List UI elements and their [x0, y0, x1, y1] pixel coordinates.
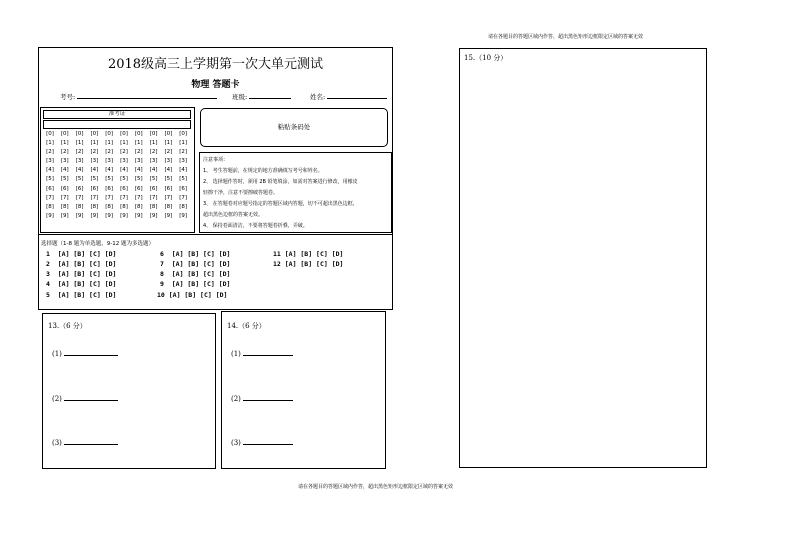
q14-part-3 — [231, 439, 293, 447]
id-grid-bubble[interactable]: [4] — [105, 167, 114, 174]
id-grid-bubble[interactable]: [1] — [164, 140, 173, 147]
id-grid-bubble[interactable]: [7] — [75, 194, 84, 201]
id-grid-bubble[interactable]: [1] — [149, 140, 158, 147]
mc-row-6[interactable]: 6 [A] [B] [C] [D] — [160, 250, 231, 258]
q13-answer-3[interactable] — [64, 444, 118, 445]
id-grid-bubble[interactable]: [5] — [149, 176, 158, 183]
id-grid-column — [73, 130, 87, 221]
id-grid-bubble[interactable]: [6] — [46, 185, 54, 192]
mc-row-3[interactable]: 3 [A] [B] [C] [D] — [46, 270, 117, 278]
id-grid-bubble[interactable]: [3] — [75, 158, 84, 165]
exam-no-label: 考号: — [60, 93, 76, 101]
notes — [203, 155, 391, 232]
id-grid-bubble[interactable]: [1] — [46, 140, 54, 147]
q13-part-1 — [52, 350, 118, 358]
name-field[interactable] — [327, 98, 387, 99]
q14-part-1 — [231, 350, 293, 358]
id-grid-bubble[interactable]: [8] — [46, 203, 54, 210]
bottom-notice: 请在各题目的答题区域内作答，超出黑色矩形边框限定区域的答案无效 — [298, 484, 454, 490]
id-grid-bubble[interactable]: [2] — [134, 149, 143, 156]
id-grid-column — [117, 130, 131, 221]
id-grid-bubble[interactable]: [9] — [164, 212, 173, 219]
q15-title: 15.（10 分） — [464, 54, 508, 62]
id-grid-bubble[interactable]: [2] — [105, 149, 114, 156]
q13-answer-2[interactable] — [64, 400, 118, 401]
top-notice: 请在各题目的答题区域内作答，超出黑色矩形边框限定区域的答案无效 — [488, 34, 644, 40]
q14-answer-2[interactable] — [243, 400, 293, 401]
mc-row-4[interactable]: 4 [A] [B] [C] [D] — [46, 280, 117, 288]
id-grid-bubble[interactable]: [0] — [90, 131, 99, 137]
id-grid-bubble[interactable]: [8] — [134, 203, 143, 210]
id-grid-bubble[interactable]: [7] — [120, 194, 128, 201]
id-grid-bubble[interactable]: [3] — [90, 158, 99, 165]
id-grid-bubble[interactable]: [8] — [105, 203, 114, 210]
id-grid-bubble[interactable]: [2] — [46, 149, 54, 156]
id-grid-bubble[interactable]: [9] — [60, 212, 69, 219]
id-grid-bubble[interactable]: [6] — [120, 185, 128, 192]
id-grid-bubble[interactable]: [2] — [75, 149, 84, 156]
id-grid-bubble[interactable]: [2] — [60, 149, 69, 156]
class-row — [232, 92, 291, 101]
q14-part-label: (1) — [231, 350, 241, 358]
q13-part-3 — [52, 439, 118, 447]
id-grid-bubble[interactable]: [1] — [179, 140, 188, 147]
barcode-label: 粘贴条码处 — [277, 123, 311, 131]
id-grid-bubble[interactable]: [2] — [179, 149, 188, 156]
id-grid-bubble[interactable]: [0] — [134, 131, 143, 137]
id-grid-bubble[interactable]: [7] — [179, 194, 188, 201]
id-grid-bubble[interactable]: [6] — [60, 185, 69, 192]
id-grid-bubble[interactable]: [7] — [90, 194, 99, 201]
id-grid-bubble[interactable]: [3] — [164, 158, 173, 165]
id-grid-bubble[interactable]: [9] — [75, 212, 84, 219]
id-grid-bubble[interactable]: [1] — [60, 140, 69, 147]
id-grid-entry-row[interactable] — [43, 120, 191, 129]
id-grid-bubble[interactable]: [9] — [120, 212, 128, 219]
mc-title: 选择题（1-8 题为单选题，9-12 题为多选题） — [41, 241, 154, 247]
id-grid-bubble[interactable]: [0] — [164, 131, 173, 137]
id-grid-bubble[interactable]: [3] — [134, 158, 143, 165]
id-grid-bubble[interactable]: [0] — [179, 131, 188, 137]
id-grid-bubble[interactable]: [2] — [120, 149, 128, 156]
mc-row-9[interactable]: 9 [A] [B] [C] [D] — [160, 280, 231, 288]
name-row — [310, 92, 387, 101]
id-grid-bubble[interactable]: [5] — [120, 176, 128, 183]
mc-row-1[interactable]: 1 [A] [B] [C] [D] — [46, 250, 117, 258]
id-grid-bubble[interactable]: [8] — [75, 203, 84, 210]
id-grid-bubble[interactable]: [4] — [149, 167, 158, 174]
id-grid-bubble[interactable]: [0] — [46, 131, 54, 137]
id-grid-bubble[interactable]: [3] — [60, 158, 69, 165]
mc-row-7[interactable]: 7 [A] [B] [C] [D] — [160, 260, 231, 268]
id-grid-bubble[interactable]: [9] — [149, 212, 158, 219]
notes-title: 注意事项： — [203, 157, 229, 163]
mc-row-2[interactable]: 2 [A] [B] [C] [D] — [46, 260, 117, 268]
q13-answer-1[interactable] — [64, 355, 118, 356]
mc-row-5[interactable]: 5 [A] [B] [C] [D] — [46, 291, 117, 299]
id-grid-bubble[interactable]: [3] — [105, 158, 114, 165]
id-grid-bubble[interactable]: [1] — [105, 140, 114, 147]
exam-no-row — [60, 92, 217, 101]
id-grid-bubble[interactable]: [8] — [120, 203, 128, 210]
id-grid-column — [43, 130, 57, 221]
q13-title: 13.（6 分） — [48, 322, 87, 330]
id-grid-bubble[interactable]: [3] — [120, 158, 128, 165]
subtitle: 物理 答题卡 — [191, 80, 240, 90]
id-grid-bubble[interactable]: [4] — [179, 167, 188, 174]
mc-row-11[interactable]: 11 [A] [B] [C] [D] — [273, 250, 344, 258]
notes-item: 超出黑色边框的答案无效。 — [203, 212, 264, 218]
mc-row-12[interactable]: 12 [A] [B] [C] [D] — [273, 260, 344, 268]
id-grid-bubble[interactable]: [4] — [60, 167, 69, 174]
id-grid-bubble[interactable]: [1] — [134, 140, 143, 147]
id-grid-column — [132, 130, 146, 221]
id-grid-bubble[interactable]: [5] — [90, 176, 99, 183]
id-grid-bubble[interactable]: [0] — [120, 131, 128, 137]
id-grid-bubble[interactable]: [0] — [75, 131, 84, 137]
q13-part-label: (2) — [52, 395, 62, 403]
notes-item: 4、 保持卷面清洁，不要将答题卷折叠，弄破。 — [203, 223, 308, 229]
id-grid-bubble[interactable]: [9] — [179, 212, 188, 219]
id-grid-bubble[interactable]: [9] — [105, 212, 114, 219]
id-grid-column — [161, 130, 175, 221]
id-grid-bubble[interactable]: [8] — [179, 203, 188, 210]
id-grid-bubble[interactable]: [3] — [46, 158, 54, 165]
id-grid-bubble[interactable]: [1] — [90, 140, 99, 147]
notes-item: 轻擦干净，注意不要擦破答题卷。 — [203, 190, 279, 196]
id-grid-bubble[interactable]: [7] — [46, 194, 54, 201]
id-grid-bubble[interactable]: [9] — [134, 212, 143, 219]
id-grid-bubble[interactable]: [3] — [179, 158, 188, 165]
id-grid-bubble[interactable]: [4] — [46, 167, 54, 174]
notes-item: 2、 选择题作答时，须用 2B 铅笔填涂，如需对答案进行修改，用橡皮 — [203, 179, 358, 185]
id-grid-bubble[interactable]: [2] — [149, 149, 158, 156]
id-grid-bubble[interactable]: [6] — [105, 185, 114, 192]
id-grid-bubble[interactable]: [8] — [149, 203, 158, 210]
id-grid-bubble[interactable]: [7] — [105, 194, 114, 201]
q13-part-label: (3) — [52, 439, 62, 447]
id-grid-bubble[interactable]: [6] — [90, 185, 99, 192]
page-title: 2018级高三上学期第一次大单元测试 — [107, 57, 324, 72]
id-grid-bubble[interactable]: [7] — [164, 194, 173, 201]
id-grid-bubble[interactable]: [5] — [134, 176, 143, 183]
id-grid-bubble[interactable]: [0] — [60, 131, 69, 137]
id-grid-column — [102, 130, 116, 221]
id-grid-bubble[interactable]: [0] — [149, 131, 158, 137]
id-grid-column — [176, 130, 190, 221]
id-grid-bubble[interactable]: [5] — [164, 176, 173, 183]
id-grid-bubble[interactable]: [3] — [149, 158, 158, 165]
id-grid-bubble[interactable]: [4] — [75, 167, 84, 174]
q14-title: 14.（6 分） — [227, 322, 266, 330]
id-grid-bubble[interactable]: [5] — [105, 176, 114, 183]
id-grid-bubble[interactable]: [0] — [105, 131, 114, 137]
id-grid-bubble[interactable]: [5] — [75, 176, 84, 183]
id-grid-bubble[interactable]: [1] — [120, 140, 128, 147]
id-grid-column — [147, 130, 161, 221]
id-grid-bubble[interactable]: [8] — [164, 203, 173, 210]
id-grid-bubble[interactable]: [5] — [179, 176, 188, 183]
exam-no-field[interactable] — [77, 98, 217, 99]
class-field[interactable] — [249, 98, 291, 99]
q14-answer-1[interactable] — [243, 355, 293, 356]
id-grid-bubble[interactable]: [9] — [46, 212, 54, 219]
id-grid-bubble[interactable]: [4] — [90, 167, 99, 174]
id-grid-bubble[interactable]: [4] — [164, 167, 173, 174]
id-grid-bubble[interactable]: [6] — [75, 185, 84, 192]
id-grid-bubble[interactable]: [5] — [46, 176, 54, 183]
id-grid-bubble[interactable]: [7] — [149, 194, 158, 201]
id-grid-bubble[interactable]: [8] — [90, 203, 99, 210]
id-grid-bubble[interactable]: [5] — [60, 176, 69, 183]
notes-item: 1、 考生答题前，在规定的地方准确填写考号和姓名。 — [203, 168, 323, 174]
id-grid-column — [58, 130, 72, 221]
q14-part-2 — [231, 395, 293, 403]
class-label: 班级: — [232, 93, 248, 101]
id-grid-bubble[interactable]: [4] — [120, 167, 128, 174]
q13-part-label: (1) — [52, 350, 62, 358]
name-label: 姓名: — [310, 93, 326, 101]
q14-part-label: (3) — [231, 439, 241, 447]
id-grid-bubble[interactable]: [7] — [60, 194, 69, 201]
q15-box[interactable] — [459, 48, 707, 468]
q14-answer-3[interactable] — [243, 444, 293, 445]
id-grid-bubble[interactable]: [2] — [90, 149, 99, 156]
id-grid-bubble[interactable]: [6] — [134, 185, 143, 192]
q14-part-label: (2) — [231, 395, 241, 403]
id-grid-bubble[interactable]: [6] — [179, 185, 188, 192]
id-grid-bubble[interactable]: [1] — [75, 140, 84, 147]
mc-row-8[interactable]: 8 [A] [B] [C] [D] — [160, 270, 231, 278]
notes-item: 3、 在答题卷对应题号指定的答题区域内答题，切不可超出黑色边框， — [203, 201, 358, 207]
q13-part-2 — [52, 395, 118, 403]
id-grid-title: 准考证 — [108, 111, 126, 117]
id-grid-bubble[interactable]: [7] — [134, 194, 143, 201]
id-grid-bubble[interactable]: [6] — [164, 185, 173, 192]
id-grid-column — [87, 130, 101, 221]
mc-row-10[interactable]: 10 [A] [B] [C] [D] — [157, 291, 228, 299]
id-grid-bubble[interactable]: [6] — [149, 185, 158, 192]
id-grid-bubble[interactable]: [9] — [90, 212, 99, 219]
id-grid-bubble[interactable]: [2] — [164, 149, 173, 156]
id-grid-bubble[interactable]: [4] — [134, 167, 143, 174]
id-grid-bubble[interactable]: [8] — [60, 203, 69, 210]
